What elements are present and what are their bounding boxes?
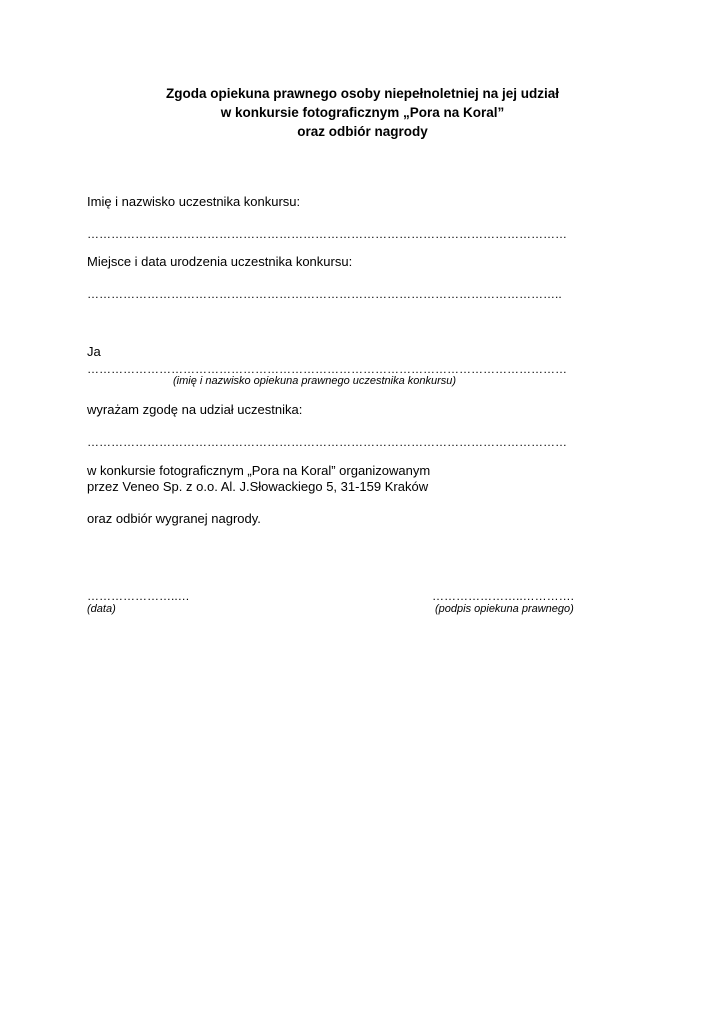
participant-name-field: ………………………………………………………………………………………………………… [87, 227, 567, 241]
contest-line-2: przez Veneo Sp. z o.o. Al. J.Słowackiego 5, 31-159 Kraków [87, 479, 429, 494]
date-caption: (data) [87, 603, 116, 615]
guardian-name-caption: (imię i nazwisko opiekuna prawnego uczestnika konkursu) [173, 375, 457, 387]
participant-name-label: Imię i nazwisko uczestnika konkursu: [87, 194, 301, 209]
signature-caption: (podpis opiekuna prawnego) [435, 603, 574, 615]
guardian-name-field: ………………………………………………………………………………………………………… [87, 362, 567, 376]
prize-line: oraz odbiór wygranej nagrody. [87, 511, 261, 526]
title-line-3: oraz odbiór nagrody [297, 124, 428, 139]
birth-place-date-field: ……………………………………………………………………………………………………….. [87, 287, 562, 301]
document-title [0, 84, 725, 141]
birth-place-date-label: Miejsce i data urodzenia uczestnika konkursu: [87, 254, 353, 269]
consent-label: wyrażam zgodę na udział uczestnika: [87, 402, 303, 417]
signature-field: …………………..…………. [432, 589, 575, 603]
title-line-1: Zgoda opiekuna prawnego osoby niepełnoletniej na jej udział [165, 86, 560, 101]
date-field: …………………..… [87, 589, 190, 603]
ja-label: Ja [87, 344, 101, 359]
contest-line-1: w konkursie fotograficznym „Pora na Koral” organizowanym [87, 463, 431, 478]
consent-participant-field: ………………………………………………………………………………………………………… [87, 435, 567, 449]
title-line-2: w konkursie fotograficznym „Pora na Koral” [220, 105, 505, 120]
